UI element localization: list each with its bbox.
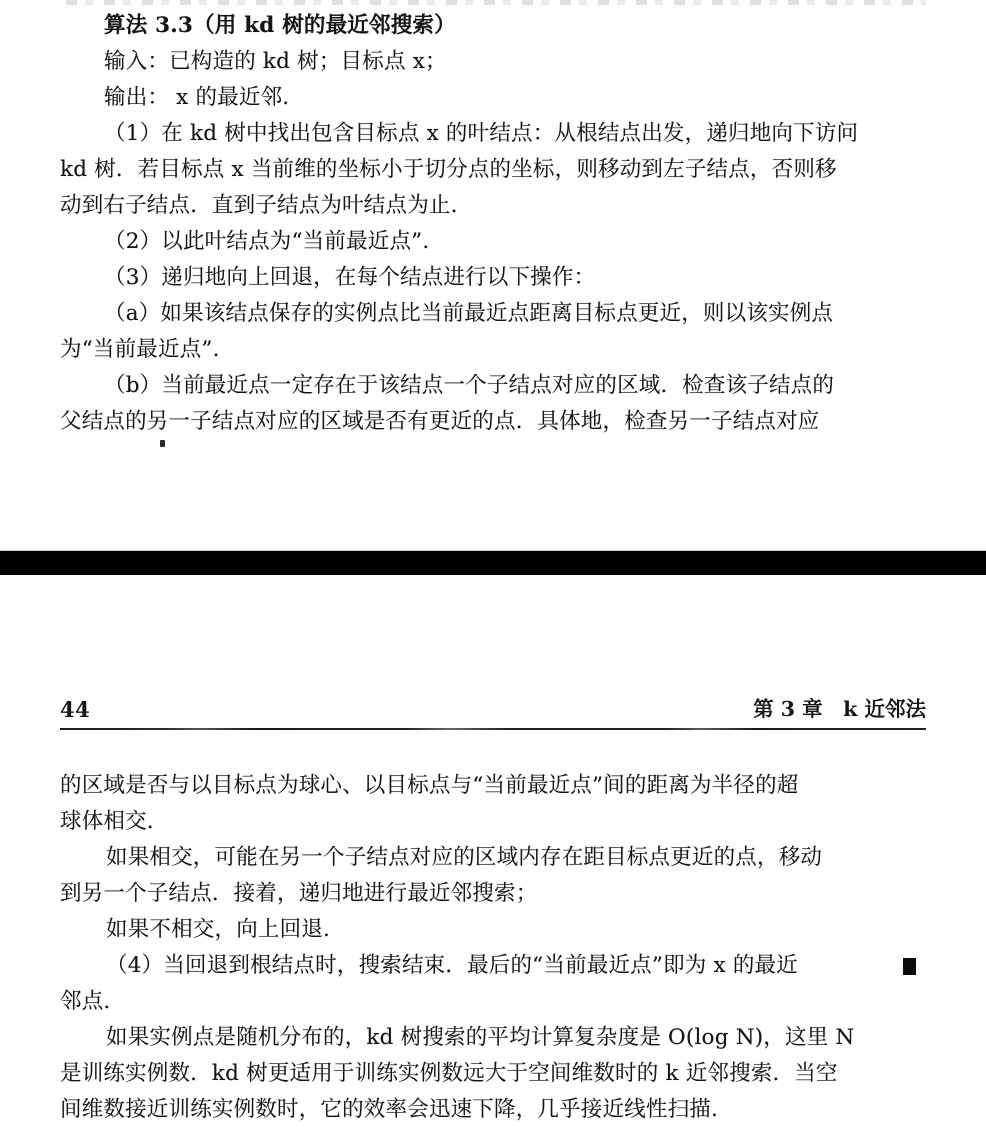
step-b-line-1: （b）当前最近点一定存在于该结点一个子结点对应的区域．检查该子结点的 — [104, 373, 835, 398]
page-separator-bar — [0, 551, 986, 575]
step-a-line-2: 为“当前最近点”. — [60, 337, 220, 362]
algorithm-heading: 算法 3.3（用 kd 树的最近邻搜索） — [104, 13, 456, 38]
qed-tombstone-icon — [903, 958, 916, 975]
algorithm-output-line: 输出： x 的最近邻. — [104, 85, 290, 110]
step-1-line-2: kd 树．若目标点 x 当前维的坐标小于切分点的坐标，则移动到左子结点，否则移 — [60, 157, 837, 182]
para-5-line-2: 是训练实例数．kd 树更适用于训练实例数远大于空间维数时的 k 近邻搜索．当空 — [60, 1061, 838, 1086]
para-1-line-1: 的区域是否与以目标点为球心、以目标点与“当前最近点”间的距离为半径的超 — [60, 773, 799, 798]
page-number: 44 — [60, 697, 91, 722]
para-2-line-2: 到另一个子结点．接着，递归地进行最近邻搜索； — [60, 881, 538, 906]
step-b-line-2: 父结点的另一子结点对应的区域是否有更近的点．具体地，检查另一子结点对应 — [60, 409, 820, 434]
algorithm-input-line: 输入：已构造的 kd 树；目标点 x； — [104, 49, 447, 74]
step-2-line-1: （2）以此叶结点为“当前最近点”. — [104, 229, 430, 254]
clipped-text-remnant — [66, 0, 926, 5]
running-head-rule — [60, 728, 926, 731]
algorithm-block — [60, 8, 928, 440]
para-5-line-3: 间维数接近训练实例数时，它的效率会迅速下降，几乎接近线性扫描. — [60, 1097, 719, 1122]
para-5-line-1: 如果实例点是随机分布的，kd 树搜索的平均计算复杂度是 O(log N)，这里 N — [106, 1025, 855, 1050]
chapter-title: 第 3 章 k 近邻法 — [753, 697, 926, 721]
step-1-line-3: 动到右子结点．直到子结点为叶结点为止. — [60, 193, 458, 218]
para-2-line-1: 如果相交，可能在另一个子结点对应的区域内存在距目标点更近的点，移动 — [106, 845, 823, 870]
para-3-line-1: 如果不相交，向上回退. — [106, 917, 331, 942]
step-1-line-1: （1）在 kd 树中找出包含目标点 x 的叶结点：从根结点出发，递归地向下访问 — [104, 121, 859, 146]
para-1-line-2: 球体相交. — [60, 809, 154, 834]
para-4-line-2: 邻点. — [60, 989, 111, 1014]
page-44-body — [60, 768, 928, 1128]
step-3-line-1: （3）递归地向上回退，在每个结点进行以下操作： — [104, 265, 596, 290]
para-4-line-1: （4）当回退到根结点时，搜索结束．最后的“当前最近点”即为 x 的最近 — [106, 953, 798, 978]
step-a-line-1: （a）如果该结点保存的实例点比当前最近点距离目标点更近，则以该实例点 — [104, 301, 834, 326]
scan-speck — [160, 440, 165, 447]
running-head — [60, 690, 926, 724]
